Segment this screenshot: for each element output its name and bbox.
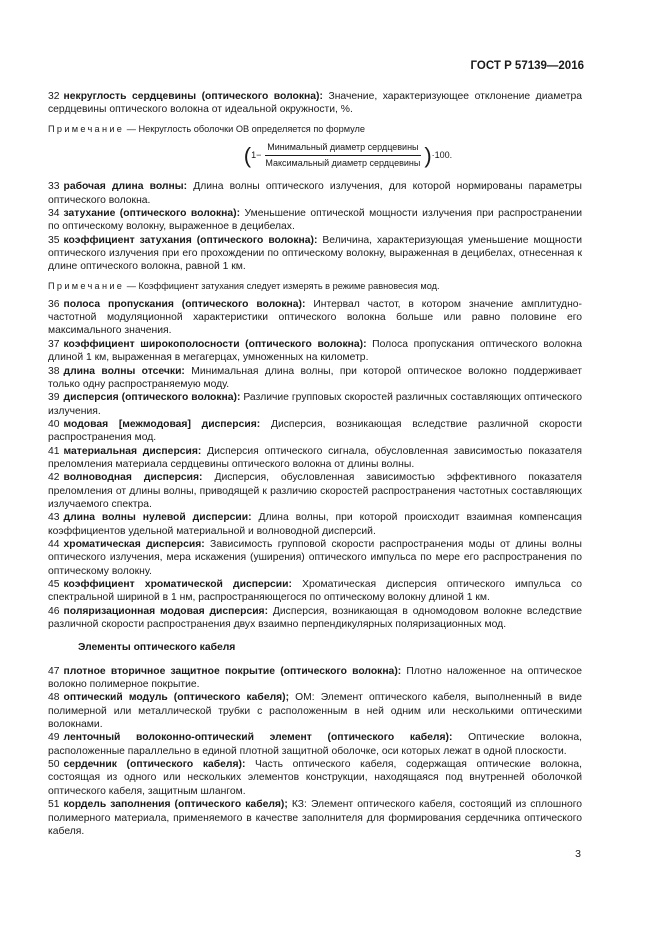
term-name: дисперсия (оптического волокна): bbox=[63, 392, 241, 404]
page-number: 3 bbox=[575, 848, 581, 860]
formula-numerator: Минимальный диаметр сердцевины bbox=[265, 141, 420, 156]
term-name: плотное вторичное защитное покрытие (оптического волокна): bbox=[63, 665, 402, 677]
term-name: модовая [межмодовая] дисперсия: bbox=[63, 418, 261, 430]
term-entry bbox=[48, 445, 582, 472]
terms-block-a bbox=[48, 90, 582, 117]
term-definition: Уменьшение оптической мощности излучения при распространении по оптическому волокну, выраженное в децибелах. bbox=[48, 208, 582, 233]
term-entry bbox=[48, 391, 582, 418]
term-definition: Интервал частот, в котором значение амплитудно-частотной модуляционной характеристики оптического волокна больше или равно половине его максимального значения. bbox=[48, 298, 582, 337]
term-entry bbox=[48, 511, 582, 538]
term-number: 32 bbox=[48, 91, 60, 102]
note-noncircularity bbox=[48, 123, 582, 135]
formula-denominator: Максимальный диаметр сердцевины bbox=[265, 158, 421, 169]
term-entry bbox=[48, 798, 582, 838]
note-label: Примечание bbox=[48, 280, 125, 291]
term-definition: Оптические волокна, расположенные параллельно в единой плотной защитной оболочке, оси которых лежат в одной плоскости. bbox=[48, 732, 582, 757]
term-entry bbox=[48, 418, 582, 445]
term-definition: ОМ: Элемент оптического кабеля, выполненный в виде полимерной или металлической трубки с расположенным в ней одним или несколькими оптическими волокнами. bbox=[48, 692, 582, 731]
term-entry bbox=[48, 90, 582, 117]
term-name: коэффициент затухания (оптического волокна): bbox=[63, 234, 318, 246]
terms-block-d bbox=[48, 665, 582, 838]
terms-block-b bbox=[48, 180, 582, 273]
term-number: 49 bbox=[48, 732, 60, 744]
note-attenuation bbox=[48, 280, 582, 292]
term-entry bbox=[48, 605, 582, 632]
term-name: оптический модуль (оптического кабеля); bbox=[63, 692, 290, 704]
term-entry bbox=[48, 691, 582, 731]
term-definition: Дисперсия оптического сигнала, обусловленная зависимостью показателя преломления материала сердцевины оптического волокна от длины волны. bbox=[48, 445, 582, 470]
term-entry bbox=[48, 234, 582, 274]
term-name: поляризационная модовая дисперсия: bbox=[63, 605, 269, 617]
term-name: кордель заполнения (оптического кабеля); bbox=[63, 799, 288, 811]
term-definition: Длина волны, при которой происходит взаимная компенсация коэффициентов удельной материальной и волноводной дисперсий. bbox=[48, 512, 582, 537]
term-definition: Хроматическая дисперсия оптического импульса со спектральной шириной в 1 нм, распространяющегося по оптическому волокну длиной 1 км. bbox=[48, 579, 582, 604]
note-text: — Некруглость оболочки ОВ определяется по формуле bbox=[126, 123, 366, 134]
term-number: 51 bbox=[48, 799, 60, 811]
right-paren: ) bbox=[424, 142, 432, 168]
term-definition: Различие групповых скоростей различных составляющих оптического излучения. bbox=[48, 392, 582, 417]
term-number: 44 bbox=[48, 538, 60, 550]
left-paren: ( bbox=[243, 142, 252, 168]
formula-fraction bbox=[263, 141, 422, 171]
term-number: 40 bbox=[48, 418, 60, 430]
term-name: волноводная дисперсия: bbox=[63, 472, 203, 484]
term-entry bbox=[48, 365, 582, 392]
document-content bbox=[48, 90, 582, 838]
term-entry bbox=[48, 298, 582, 338]
section-heading: Элементы оптического кабеля bbox=[78, 642, 236, 654]
term-name: ленточный волоконно-оптический элемент (оптического кабеля): bbox=[63, 732, 453, 744]
term-number: 38 bbox=[48, 365, 60, 377]
term-entry bbox=[48, 578, 582, 605]
term-name: коэффициент широкополосности (оптического волокна): bbox=[63, 338, 367, 350]
note-label: Примечание bbox=[48, 123, 125, 134]
term-definition: Минимальная длина волны, при которой оптическое волокно поддерживает только одну распространяемую моду. bbox=[48, 365, 583, 390]
terms-block-c bbox=[48, 298, 582, 632]
term-definition: Дисперсия, возникающая в одномодовом волокне вследствие различной скорости распространения двух взаимно перпендикулярных поляризационных мод. bbox=[48, 605, 582, 631]
term-number: 37 bbox=[48, 338, 60, 350]
term-entry bbox=[48, 758, 582, 798]
term-number: 36 bbox=[48, 298, 60, 310]
term-number: 41 bbox=[48, 445, 60, 457]
noncircularity-formula bbox=[198, 141, 498, 171]
term-number: 47 bbox=[48, 665, 60, 677]
term-definition: Значение, характеризующее отклонение диаметра сердцевины оптического волокна от идеальной окружности, %. bbox=[48, 91, 582, 116]
term-number: 43 bbox=[48, 512, 60, 524]
term-number: 50 bbox=[48, 759, 60, 771]
term-name: длина волны отсечки: bbox=[63, 365, 185, 377]
note-text: — Коэффициент затухания следует измерять в режиме равновесия мод. bbox=[126, 280, 440, 291]
term-number: 33 bbox=[48, 181, 60, 193]
term-entry bbox=[48, 338, 582, 365]
term-definition: Полоса пропускания оптического волокна длиной 1 км, выраженная в мегагерцах, умноженных на километр. bbox=[48, 338, 582, 364]
term-number: 48 bbox=[48, 692, 60, 704]
formula-lead: 1− bbox=[251, 149, 262, 160]
term-definition: Плотно наложенное на оптическое волокно полимерное покрытие. bbox=[48, 665, 583, 691]
term-definition: Дисперсия, обусловленная зависимостью эффективного показателя преломления от длины волны, приводящей к различию скоростей распространения частотных составляющих излучаемого спектра. bbox=[48, 472, 583, 510]
term-name: некруглость сердцевины (оптического волокна): bbox=[63, 91, 323, 102]
term-entry bbox=[48, 180, 582, 207]
term-number: 39 bbox=[48, 392, 60, 404]
term-entry bbox=[48, 207, 582, 234]
term-name: материальная дисперсия: bbox=[63, 445, 202, 457]
term-name: коэффициент хроматической дисперсии: bbox=[63, 579, 292, 590]
term-definition: Длина волны оптического излучения, для которой нормированы параметры оптического волокна. bbox=[48, 181, 582, 206]
formula-tail: ·100. bbox=[431, 149, 453, 160]
term-definition: КЗ: Элемент оптического кабеля, состоящий из сплошного полимерного материала, применяемого в качестве заполнителя для формирования сердечника оптического кабеля. bbox=[48, 799, 582, 837]
term-name: сердечник (оптического кабеля): bbox=[63, 759, 246, 771]
term-name: полоса пропускания (оптического волокна): bbox=[63, 298, 306, 310]
term-entry bbox=[48, 538, 582, 578]
term-definition: Дисперсия, возникающая вследствие различной скорости распространения мод. bbox=[48, 418, 582, 444]
term-number: 34 bbox=[48, 208, 60, 220]
term-definition: Зависимость групповой скорости распространения моды от длины волны оптического излучения, мера искажения (уширения) оптического импульса по мере его распространения по оптическому волокну. bbox=[48, 538, 582, 577]
term-name: затухание (оптического волокна): bbox=[63, 208, 241, 220]
term-number: 42 bbox=[48, 472, 60, 484]
term-entry bbox=[48, 665, 582, 692]
term-entry bbox=[48, 471, 582, 511]
term-number: 46 bbox=[48, 605, 60, 617]
term-number: 35 bbox=[48, 234, 60, 246]
term-number: 45 bbox=[48, 579, 60, 590]
standard-code: ГОСТ Р 57139—2016 bbox=[470, 60, 584, 72]
term-definition: Часть оптического кабеля, содержащая оптические волокна, состоящая из одного или нескольких элементов конструкции, находящаяся под внутренней оболочкой оптического кабеля, защитным шлангом. bbox=[48, 759, 582, 797]
term-entry bbox=[48, 731, 582, 758]
term-name: длина волны нулевой дисперсии: bbox=[63, 512, 252, 524]
term-definition: Величина, характеризующая уменьшение мощности оптического излучения при его прохождении по оптическому волокну, выраженная в децибелах, отнесенная к длине оптического волокна, равной 1 км. bbox=[48, 234, 583, 273]
term-name: хроматическая дисперсия: bbox=[63, 538, 205, 550]
term-name: рабочая длина волны: bbox=[63, 181, 188, 193]
